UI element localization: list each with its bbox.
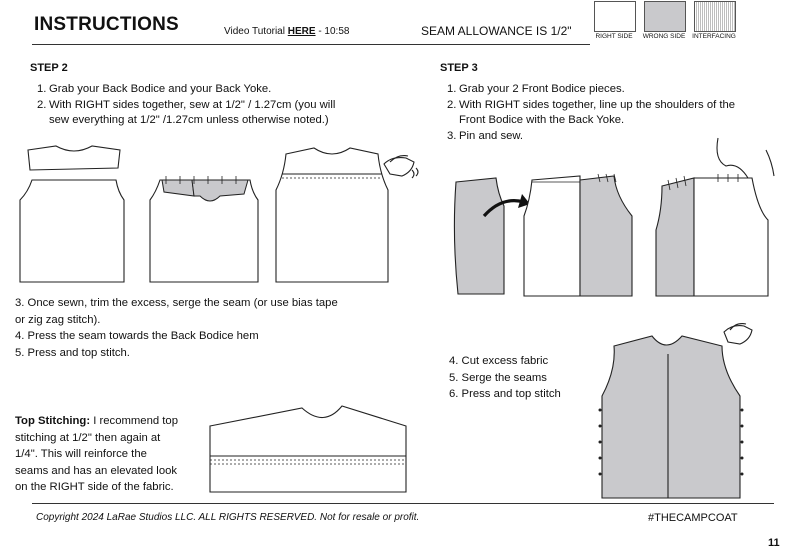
step2-followup: 3. Once sewn, trim the excess, serge the seam (or use bias tape or zig zag stitch). 4. Press the seam towards the Back Bodice hem 5. Press and top stitch.	[15, 297, 338, 359]
sewn-back-illustration	[272, 140, 422, 290]
wrong-side-swatch	[644, 1, 686, 32]
wrong-side-label: WRONG SIDE	[642, 33, 686, 40]
front-bodice-pieces-illustration	[444, 166, 644, 301]
back-yoke-and-bodice-illustration	[14, 140, 134, 290]
pinned-yoke-illustration	[146, 140, 266, 290]
copyright-notice: Copyright 2024 LaRae Studios LLC. ALL RIGHTS RESERVED. Not for resale or profit.	[36, 512, 420, 523]
video-prefix: Video Tutorial	[224, 26, 288, 37]
list-item-continuation: Front Bodice with the Back Yoke.	[459, 114, 625, 126]
list-item: 3. Pin and sew.	[447, 129, 524, 142]
topstitch-illustration	[206, 398, 410, 498]
step3-heading: STEP 3	[440, 62, 478, 74]
step2-heading: STEP 2	[30, 62, 68, 74]
iron-icon	[384, 156, 418, 178]
seam-allowance-note: SEAM ALLOWANCE IS 1/2"	[421, 24, 572, 38]
right-side-label: RIGHT SIDE	[595, 33, 633, 40]
topstitch-note: Top Stitching: I recommend top stitching at 1/2" then again at 1/4". This will reinforce the seams and has an elevated look on the RIGHT side of the fabric.	[15, 415, 178, 493]
list-item: 1. Grab your 2 Front Bodice pieces.	[447, 83, 625, 95]
list-item: 2. With RIGHT sides together, sew at 1/2" / 1.27cm (you will	[37, 98, 336, 111]
page-number: 11	[768, 537, 780, 549]
pinned-shoulders-illustration	[648, 130, 788, 302]
right-side-swatch	[594, 1, 636, 32]
list-item: 1. Grab your Back Bodice and your Back Yoke.	[37, 83, 272, 95]
topstitch-label: Top Stitching:	[15, 415, 91, 427]
step2-list	[37, 82, 335, 129]
list-item-continuation: sew everything at 1/2" /1.27cm unless otherwise noted.)	[49, 114, 329, 126]
video-duration: - 10:58	[315, 26, 350, 37]
interfacing-label: INTERFACING	[692, 33, 736, 40]
iron-icon	[724, 324, 752, 344]
interfacing-swatch	[694, 1, 736, 32]
footer-divider	[32, 503, 774, 504]
finished-front-illustration	[594, 318, 754, 502]
video-link[interactable]: HERE	[287, 26, 316, 37]
video-tutorial-note	[224, 26, 349, 37]
header-divider	[32, 44, 590, 45]
hashtag: #THECAMPCOAT	[648, 512, 738, 524]
page-title: INSTRUCTIONS	[34, 14, 179, 35]
step3-followup: 4. Cut excess fabric 5. Serge the seams 6. Press and top stitch	[449, 355, 561, 400]
list-item: 2. With RIGHT sides together, line up the shoulders of the	[447, 98, 736, 111]
